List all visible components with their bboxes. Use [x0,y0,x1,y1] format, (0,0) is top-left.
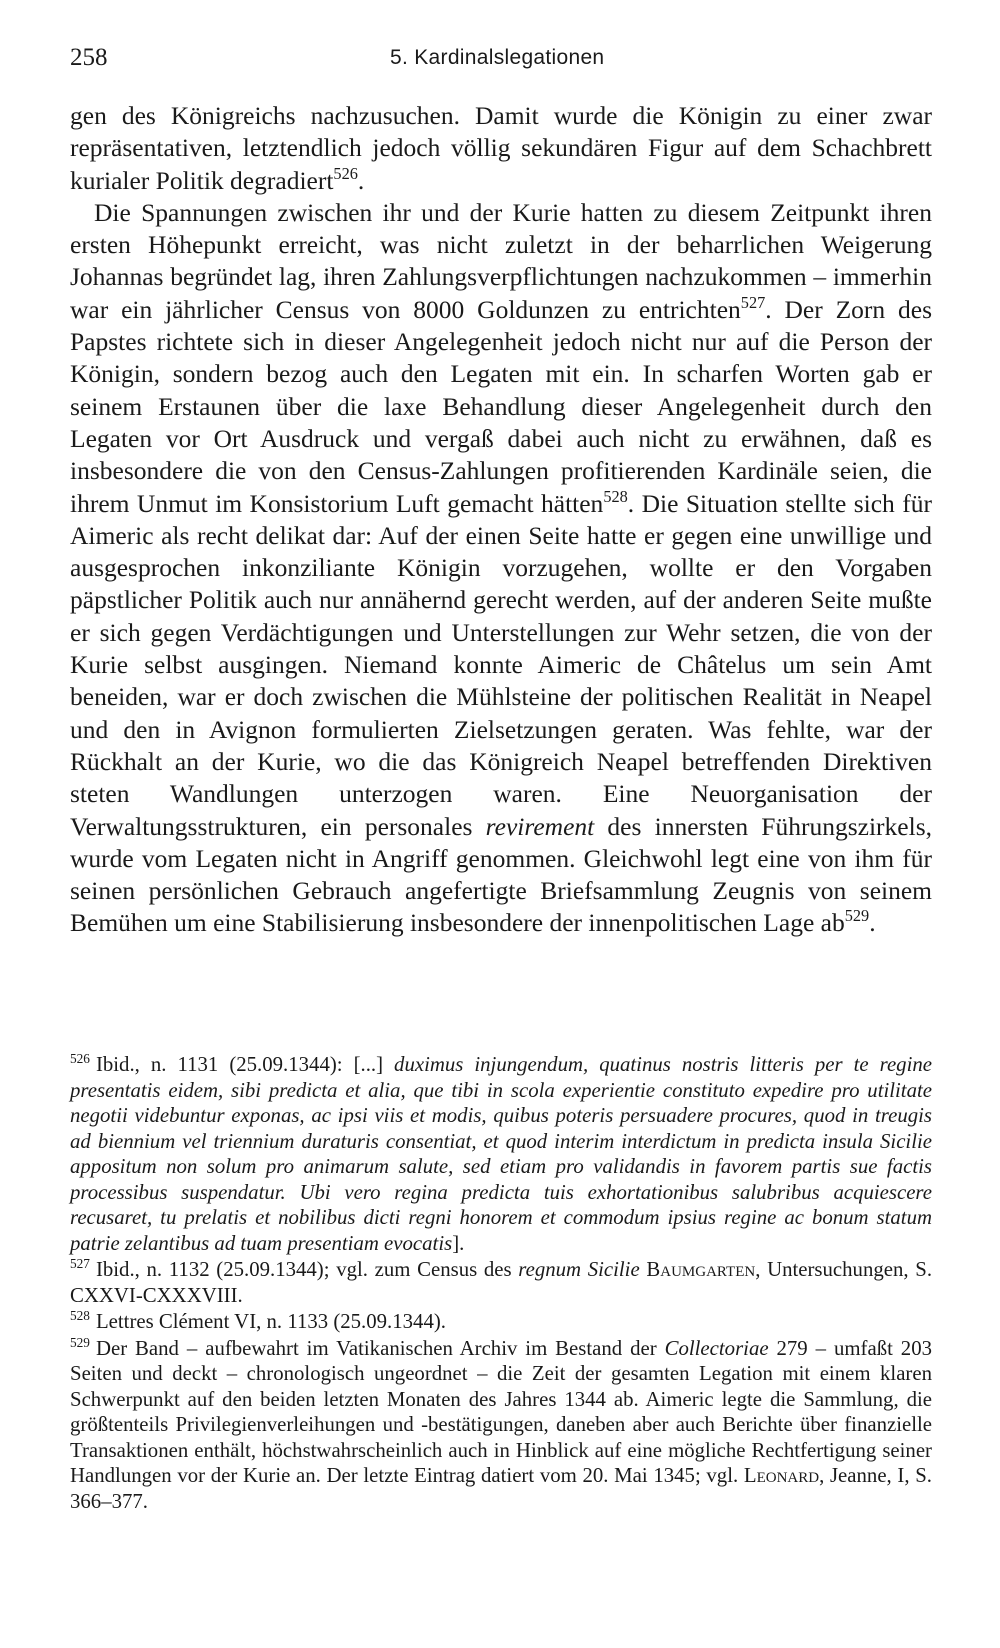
footnote-ref-529: 529 [844,906,870,926]
footnote-text: , Untersuchungen, S. CXXVI-CXXXVIII. [70,1258,933,1307]
footnote-text: Lettres Clément VI, n. 1133 (25.09.1344). [95,1310,446,1333]
footnote-ref-526: 526 [333,163,358,183]
paragraph-text: . Der Zorn des Papstes richtete sich in dieser Angelegenheit jedoch nicht nur auf die Person der Königin, sondern bezog auch den Legaten mit ein. In scharfen Worten gab er seinem Erstaunen über die laxe Behandlung dieser Angelegenheit durch den Legaten vor Ort Ausdruck und vergaß dabei auch nicht zu erwähnen, daß es insbesondere die von den Census-Zahlungen profitierenden Kardinäle seien, die ihrem Unmut im Konsistorium Luft gemacht hätten [70,294,932,518]
footnote-ref-527: 527 [740,292,766,312]
footnote-text: 279 – umfaßt 203 Seiten und deckt – chronologisch ungeordnet – die Zeit der gesamten Legation mit einem klaren Schwerpunkt auf den beiden letzten Monaten des Jahres 1344 ab. Aimeric legte die Sammlung, die größtenteils Privilegienverleihungen und -bestätigungen, daneben aber auch Berichte über finanzielle Transaktionen enthält, höchstwahrscheinlich auch in Hinblick auf eine mögliche Rechtfertigung seiner Handlungen vor der Kurie an. Der letzte Eintrag datiert vom 20. Mai 1345; vgl. [70,1336,932,1487]
footnote-text: Ibid., n. 1132 (25.09.1344); vgl. zum Census des [95,1258,519,1281]
paragraph-text: des innersten Führungszirkels, wurde vom Legaten nicht in Angriff genommen. Gleichwohl legt eine von ihm für seinen persönlichen Gebrauch angefertigte Briefsammlung Zeugnis von seinem Bemühen um eine Stabilisierung insbesondere der innenpolitischen Lage ab [70,811,932,938]
author-smallcaps: Baumgarten [646,1258,756,1281]
footnote-latin-quote: duximus injungendum, quatinus nostris litteris per te regine presentatis eidem, sibi predicta et alia, que tibi in scola experientie constituto expedire pro utilitate negotii videbuntur exponas, ac ipsi viis et modis, quibus poteris persuadere procures, quod in treugis ad biennium vel triennium duraturis consentiat, et quod interim interdictum in predicta insula Sicilie appositum non solum pro animarum salute, sed etiam pro validandis in favorem partis sue factis processibus suspendatur. Ubi vero regina predicta tuis exhortationibus salubribus acquiescere recusaret, tu prelatis et nobilibus dicti regni honorem et commodum ipsius regine ac bonum statum patrie zelantibus ad tuam presentiam evocatis [70,1053,932,1255]
paragraph-text: . Die Situation stellte sich für Aimeric als recht delikat dar: Auf der einen Seite hatte er gegen eine unwillige und ausgesprochen inkonziliante Königin vorzugehen, wollte er den Vorgaben päpstlicher Politik auch nur annähernd gerecht werden, auf der anderen Seite mußte er sich gegen Verdächtigungen und Unterstellungen zur Wehr setzen, die von der Kurie selbst ausgingen. Niemand konnte Aimeric de Châtelus um sein Amt beneiden, war er doch zwischen die Mühlsteine der politischen Realität in Neapel und den in Avignon formulierten Zielsetzungen geraten. Was fehlte, war der Rückhalt an der Kurie, wo die das Königreich Neapel betreffenden Direktiven steten Wandlungen unterzogen waren. Eine Neuorganisation der Verwaltungsstrukturen, ein personales [70,488,932,841]
footnote-number: 528 [70,1308,90,1324]
footnote-527 [70,1257,932,1308]
footnote-italic: regnum Sicilie [518,1258,640,1281]
page-header [70,44,930,80]
main-text [70,100,932,940]
author-smallcaps: Leonard [743,1464,820,1487]
paragraph-end: . [869,908,876,938]
footnote-ref-528: 528 [603,486,628,506]
footnote-529 [70,1336,932,1515]
page-number: 258 [70,44,108,71]
footnote-528 [70,1309,932,1335]
paragraph [70,197,932,940]
italic-term: revirement [485,811,595,841]
footnote-italic: Collectoriae [664,1336,769,1360]
footnote-number: 527 [70,1256,90,1272]
footnote-text: Der Band – aufbewahrt im Vatikanischen Archiv im Bestand der [95,1336,665,1360]
footnotes [70,1052,932,1515]
paragraph-text: Die Spannungen zwischen ihr und der Kurie hatten zu diesem Zeitpunkt ihren ersten Höhepunkt erreicht, was nicht zuletzt in der beharrlichen Weigerung Johannas begründet lag, ihren Zahlungsverpflichtungen nachzukommen – immerhin war ein jährlicher Census von 8000 Goldunzen zu entrichten [70,197,932,324]
footnote-526 [70,1052,932,1256]
footnote-number: 526 [70,1051,90,1067]
footnote-number: 529 [70,1334,90,1350]
paragraph-end: . [357,165,365,195]
footnote-text: ]. [452,1231,465,1255]
paragraph-text: gen des Königreichs nachzusuchen. Damit wurde die Königin zu einer zwar repräsentativen, letztendlich jedoch völlig sekundären Figur auf dem Schachbrett kurialer Politik degradiert [70,101,932,195]
footnote-text: , Jeanne, I, S. 366–377. [70,1464,933,1513]
running-title: 5. Kardinalslegationen [390,46,605,69]
footnote-text: Ibid., n. 1131 (25.09.1344): [...] [95,1053,395,1076]
paragraph-continued [70,100,932,197]
